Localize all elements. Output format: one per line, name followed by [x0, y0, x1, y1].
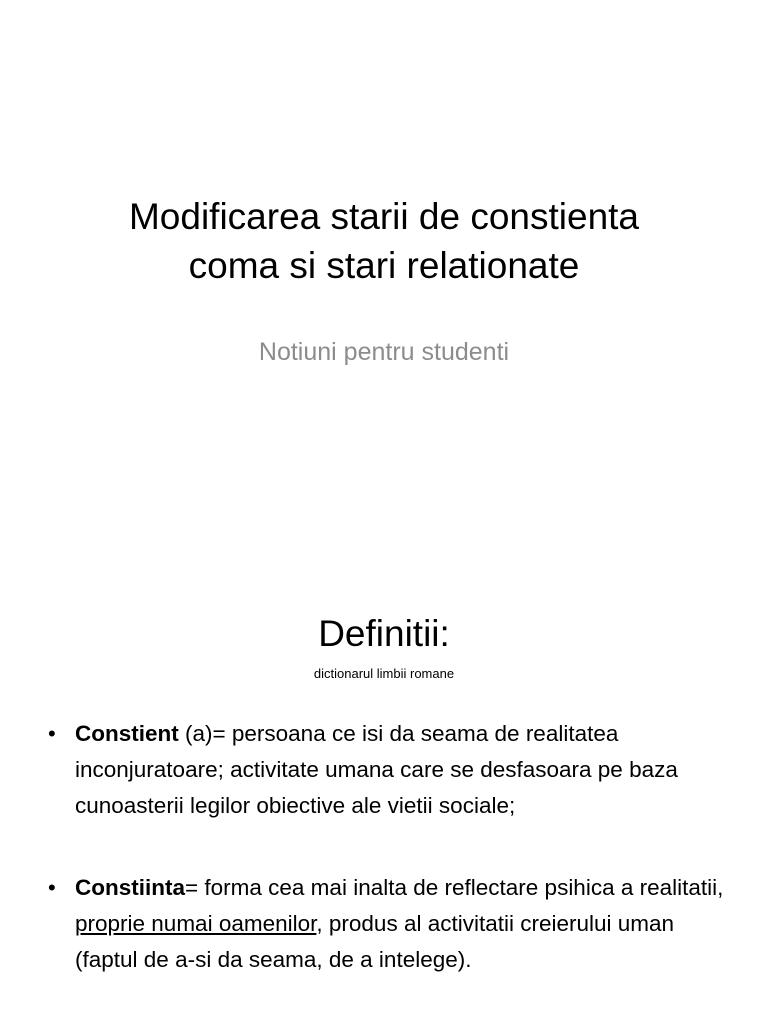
definition-text-before: = forma cea mai inalta de reflectare psihica a realitatii,	[185, 875, 724, 900]
title-line-2: coma si stari relationate	[188, 245, 580, 286]
definitions-heading: Definitii:	[318, 613, 450, 654]
definition-underlined-phrase: proprie numai oamenilor	[75, 911, 317, 936]
definition-term: Constient	[75, 721, 179, 746]
bullet-dot-icon: •	[48, 875, 56, 900]
definition-item-constiinta	[48, 870, 738, 978]
bullet-dot-icon: •	[48, 721, 56, 746]
definition-text-after: , produs al activitatii creierului uman (faptul de a-si da seama, de a intelege).	[75, 911, 675, 972]
definitions-slide	[0, 576, 768, 1024]
presentation-title	[40, 192, 728, 290]
title-line-1: Modificarea starii de constienta	[128, 196, 640, 237]
presentation-subtitle: Notiuni pentru studenti	[258, 338, 510, 366]
definitions-list	[48, 716, 738, 1024]
definitions-source-note: dictionarul limbii romane	[313, 666, 455, 681]
definition-item-constient	[48, 716, 738, 824]
definition-text: (a)= persoana ce isi da seama de realitatea inconjuratoare; activitate umana care se desfasoara pe baza cunoasterii legilor obiective ale vietii sociale;	[75, 721, 678, 818]
definition-term: Constiinta	[75, 875, 185, 900]
